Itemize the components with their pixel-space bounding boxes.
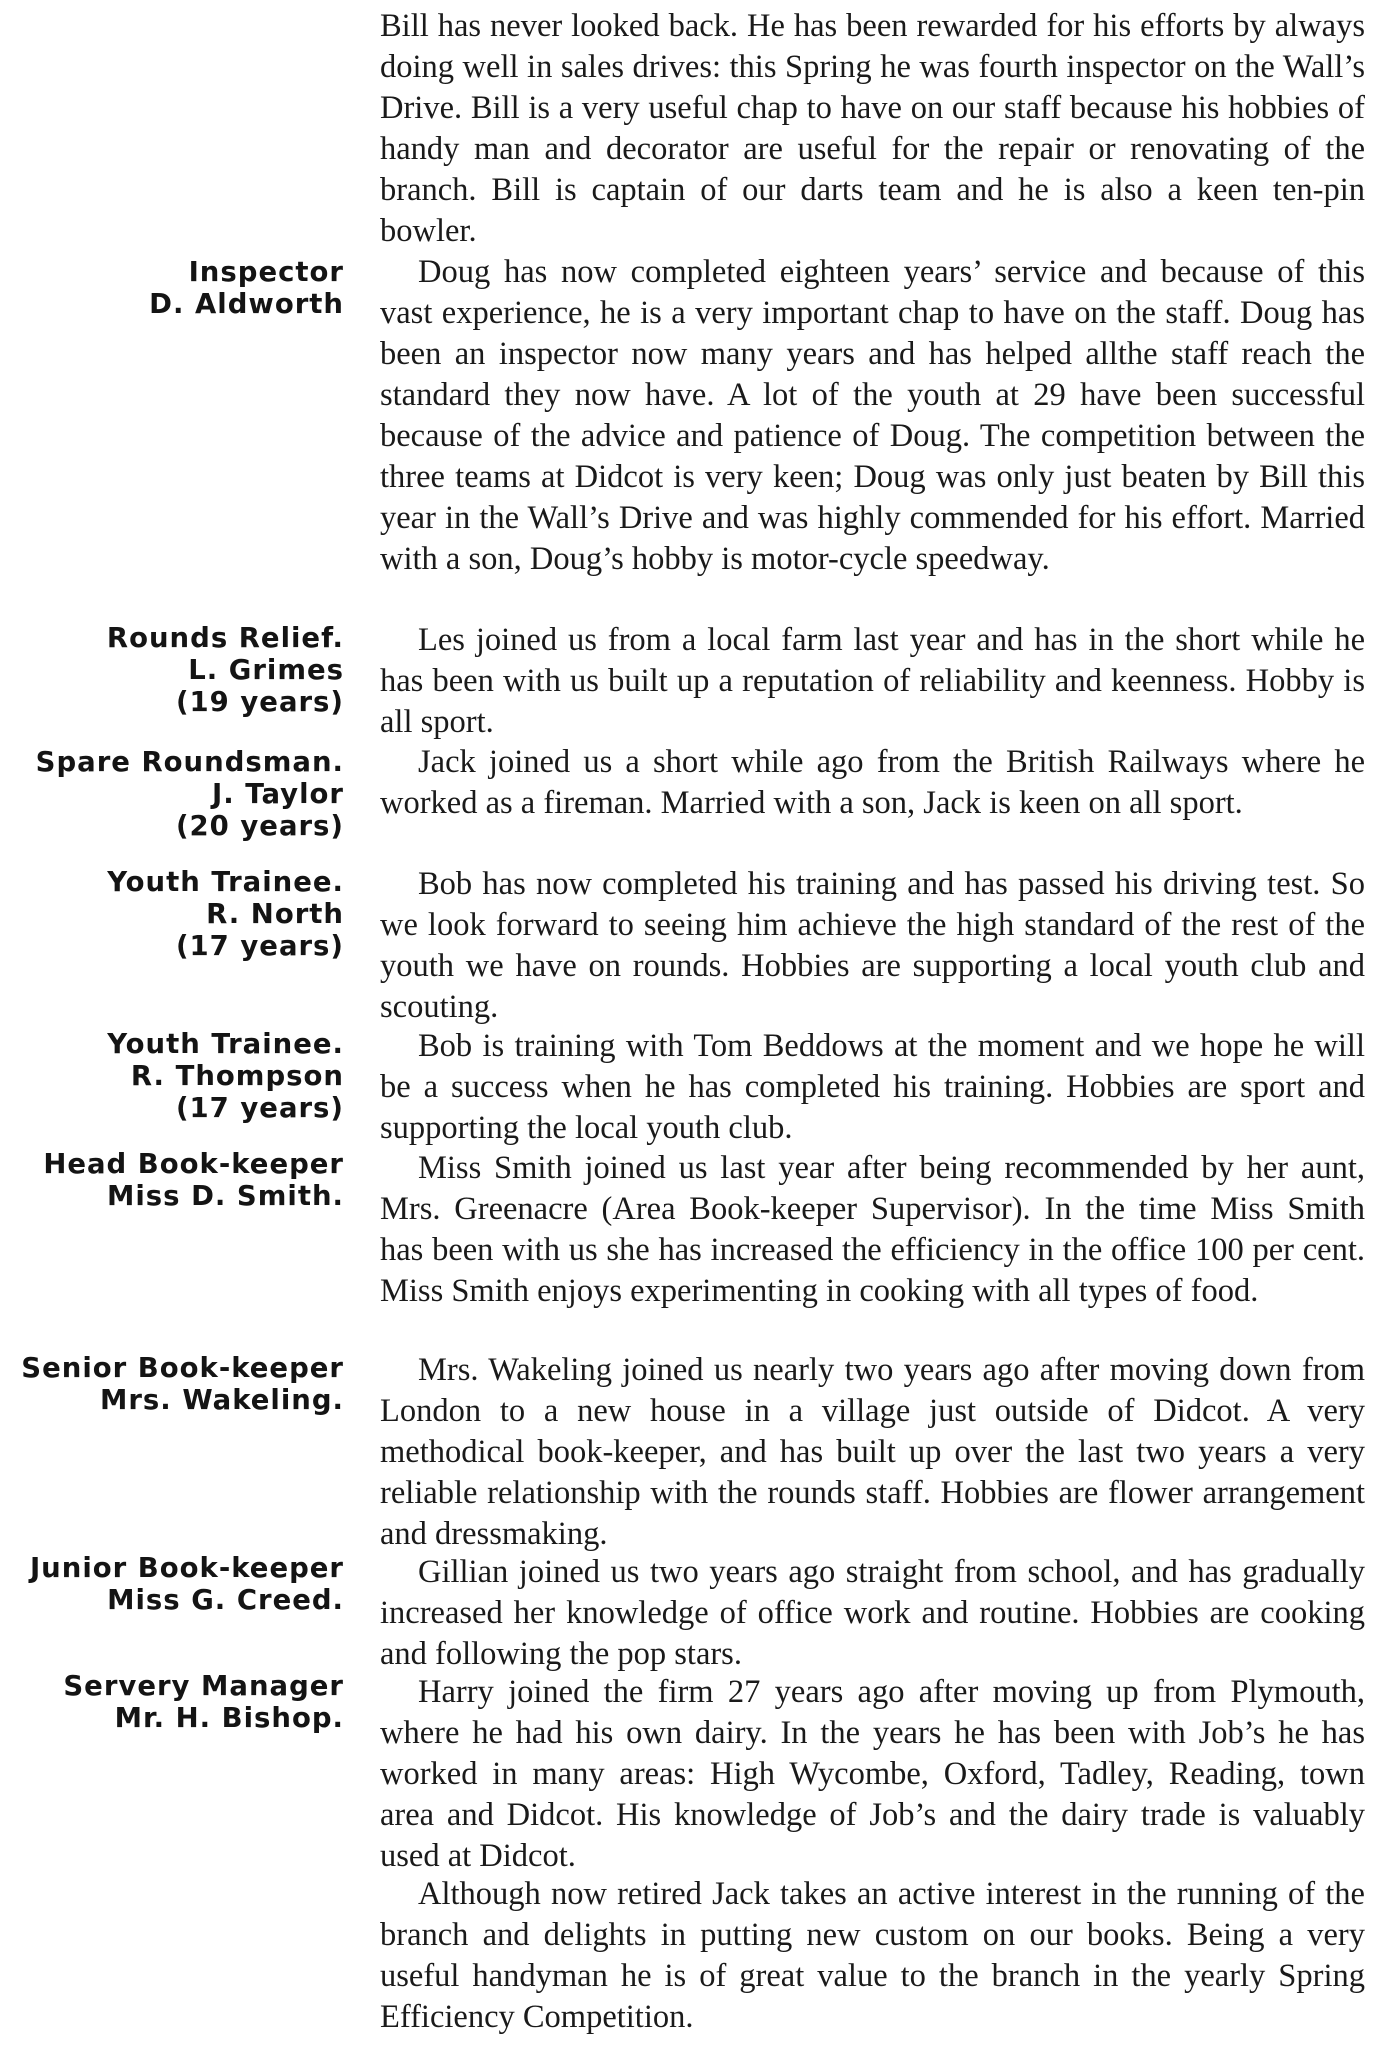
staff-label-creed bbox=[30, 1552, 344, 1616]
label-line: L. Grimes bbox=[188, 654, 344, 686]
label-line: D. Aldworth bbox=[149, 288, 344, 320]
staff-label-thompson bbox=[107, 1028, 344, 1124]
paragraph-harry: Harry joined the firm 27 years ago after moving up from Plymouth, where he had his own dairy. In the years he has been with Job’s he has worked in many areas: High Wycombe, Oxford, Tadley, Reading, town area and Didcot. His knowledge of Job’s and the dairy trade is valuably used at Didcot. bbox=[380, 1674, 1365, 1874]
staff-label-grimes bbox=[107, 622, 344, 718]
label-line: R. North bbox=[206, 898, 344, 930]
label-line: J. Taylor bbox=[212, 778, 344, 810]
label-line: Youth Trainee. bbox=[107, 866, 344, 898]
label-line: (20 years) bbox=[175, 810, 344, 842]
label-line: (17 years) bbox=[175, 930, 344, 962]
paragraph-gillian: Gillian joined us two years ago straight from school, and has gradually increased her knowledge of office work and routine. Hobbies are cooking and following the pop stars. bbox=[380, 1554, 1365, 1672]
staff-label-taylor bbox=[36, 746, 344, 842]
paragraph-bob-north: Bob has now completed his training and has passed his driving test. So we look forward to seeing him achieve the high standard of the rest of the youth we have on rounds. Hobbies are supporting a local youth club and scouting. bbox=[380, 866, 1365, 1025]
label-line: Head Book-keeper bbox=[43, 1148, 344, 1180]
label-line: Youth Trainee. bbox=[107, 1028, 344, 1060]
paragraph-bill: Bill has never looked back. He has been rewarded for his efforts by always doing well in sales drives: this Spring he was fourth inspector on the Wall’s Drive. Bill is a very useful chap to have on our staff because his hobbies of handy man and decorator are useful for the repair or renovating of the branch. Bill is captain of our darts team and he is also a keen ten-pin bowler. bbox=[380, 8, 1365, 249]
label-line: Mrs. Wakeling. bbox=[100, 1384, 344, 1416]
label-line: (19 years) bbox=[175, 686, 344, 718]
label-line: Miss G. Creed. bbox=[107, 1584, 344, 1616]
paragraph-doug: Doug has now completed eighteen years’ service and because of this vast experience, he is a very important chap to have on the staff. Doug has been an inspector now many years and has helped allthe staff reach the standard they now have. A lot of the youth at 29 have been successful because of the advice and patience of Doug. The competition between the three teams at Didcot is very keen; Doug was only just beaten by Bill this year in the Wall’s Drive and was highly commended for his effort. Married with a son, Doug’s hobby is motor-cycle speedway. bbox=[380, 254, 1365, 577]
label-line: Rounds Relief. bbox=[106, 622, 344, 654]
paragraph-les: Les joined us from a local farm last year and has in the short while he has been with us built up a reputation of reliability and keenness. Hobby is all sport. bbox=[380, 622, 1365, 740]
label-line: Miss D. Smith. bbox=[106, 1180, 344, 1212]
label-line: Mr. H. Bishop. bbox=[114, 1702, 344, 1734]
staff-label-aldworth bbox=[149, 256, 344, 320]
label-line: Inspector bbox=[188, 256, 344, 288]
label-line: R. Thompson bbox=[130, 1060, 344, 1092]
label-line: Junior Book-keeper bbox=[29, 1552, 344, 1584]
label-line: Senior Book-keeper bbox=[21, 1352, 344, 1384]
label-line: Servery Manager bbox=[63, 1670, 344, 1702]
paragraph-jack-retired: Although now retired Jack takes an active interest in the running of the branch and delights in putting new custom on our books. Being a very useful handyman he is of great value to the branch in the yearly Spring Efficiency Competition. bbox=[380, 1876, 1365, 2035]
label-line: Spare Roundsman. bbox=[35, 746, 344, 778]
paragraph-bob-thompson: Bob is training with Tom Beddows at the moment and we hope he will be a success when he has completed his training. Hobbies are sport and supporting the local youth club. bbox=[380, 1028, 1365, 1146]
staff-label-north bbox=[107, 866, 344, 962]
paragraph-wakeling: Mrs. Wakeling joined us nearly two years ago after moving down from London to a new house in a village just outside of Didcot. A very methodical book-keeper, and has built up over the last two years a very reliable relationship with the rounds staff. Hobbies are flower arrangement and dressmaking. bbox=[380, 1352, 1365, 1552]
label-line: (17 years) bbox=[175, 1092, 344, 1124]
paragraph-jack-taylor: Jack joined us a short while ago from the British Railways where he worked as a fireman. Married with a son, Jack is keen on all sport. bbox=[380, 744, 1365, 821]
staff-label-bishop bbox=[63, 1670, 344, 1734]
staff-label-wakeling bbox=[21, 1352, 344, 1416]
staff-label-smith bbox=[43, 1148, 344, 1212]
paragraph-smith: Miss Smith joined us last year after being recommended by her aunt, Mrs. Greenacre (Area Book-keeper Supervisor). In the time Miss Smith has been with us she has increased the efficiency in the office 100 per cent. Miss Smith enjoys experimenting in cooking with all types of food. bbox=[380, 1150, 1365, 1309]
